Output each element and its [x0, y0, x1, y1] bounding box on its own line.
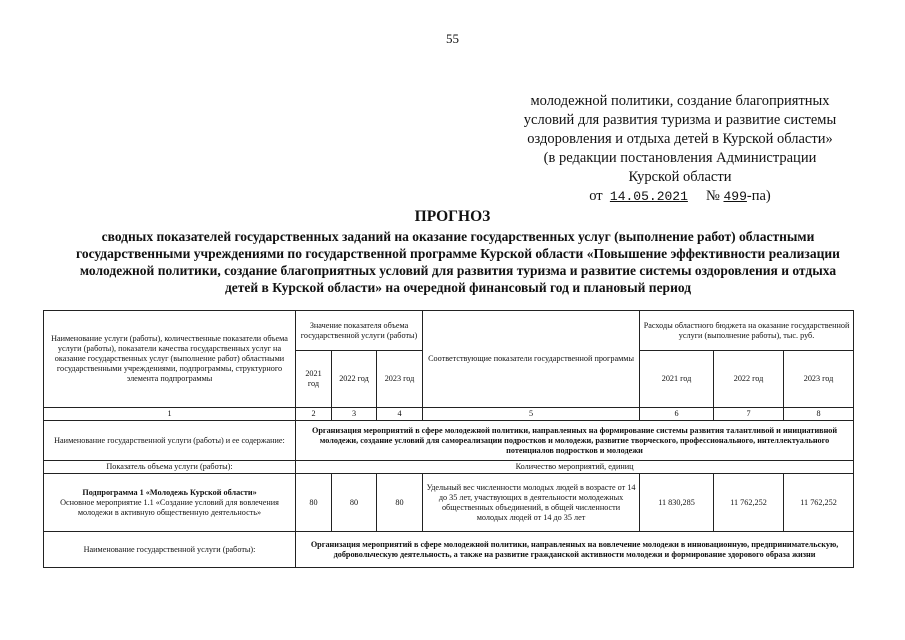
program-indicators-header: Соответствующие показатели государственной программы: [423, 311, 640, 408]
budget-header: Расходы областного бюджета на оказание государственной услуги (выполнение работы), тыс. руб.: [640, 311, 854, 351]
document-subtitle: сводных показателей государственных заданий на оказание государственных услуг (выполнение работ) областными государственными учреждениями по государственной программе Курской области «Повышение эффективности реализации молодежной политики, создание благоприятных условий для развития туризма и развитие системы оздоровления и отдыха детей в Курской области» на очередной финансовый год и плановый период: [76, 229, 840, 295]
date-prefix: от: [589, 188, 603, 204]
service2-name-text: Организация мероприятий в сфере молодежной политики, направленных на вовлечение молодежи в инновационную, предпринимательскую, добровольческую деятельность, а также на развитие гражданской активности молодежи и формирование здорового образа жизни: [296, 532, 854, 568]
value-2022: 80: [332, 474, 377, 532]
budget-year-header: 2022 год: [714, 351, 784, 408]
service-name-text: Организация мероприятий в сфере молодежной политики, направленных на формирование системы развития талантливой и инициативной молодежи, создание условий для самореализации подростков и молодежи, развитие творческого, профессионального, интеллектуального потенциалов подростков и молодежи: [296, 421, 854, 461]
header-line: Курской области: [628, 169, 732, 185]
column-number: 2: [296, 408, 332, 421]
column-number: 5: [423, 408, 640, 421]
column-number: 4: [377, 408, 423, 421]
document-title: ПРОГНОЗ: [414, 208, 491, 225]
budget-year-header: 2021 год: [640, 351, 714, 408]
header-date-line: [480, 187, 880, 206]
volume-indicator-label: Показатель объема услуги (работы):: [44, 461, 296, 474]
budget-2023: 11 762,252: [784, 474, 854, 532]
page-number: 55: [446, 31, 459, 46]
resolution-number: 499: [723, 189, 747, 204]
header-line: оздоровления и отдыха детей в Курской области»: [527, 131, 833, 147]
document-header: [480, 92, 880, 206]
year-header: 2022 год: [332, 351, 377, 408]
year-header: 2021 год: [296, 351, 332, 408]
budget-2022: 11 762,252: [714, 474, 784, 532]
volume-header: Значение показателя объема государственной услуги (работы): [296, 311, 423, 351]
subprogram-cell: [44, 474, 296, 532]
number-prefix: №: [706, 188, 720, 204]
column-number: 1: [44, 408, 296, 421]
header-line: условий для развития туризма и развитие системы: [523, 112, 837, 128]
column-number: 8: [784, 408, 854, 421]
budget-year-header: 2023 год: [784, 351, 854, 408]
forecast-table: [43, 310, 854, 568]
value-2021: 80: [296, 474, 332, 532]
service-name-label: Наименование государственной услуги (работы) и ее содержание:: [44, 421, 296, 461]
header-line: молодежной политики, создание благоприятных: [530, 93, 830, 109]
service2-name-label: Наименование государственной услуги (работы):: [44, 532, 296, 568]
subprogram-text: Основное мероприятие 1.1 «Создание условий для вовлечения молодежи в активную общественную деятельность»: [60, 497, 279, 517]
col1-header: Наименование услуги (работы), количественные показатели объема услуги (работы), показатели качества государственных услуг на оказание государственных услуг (выполнение работ) областными государственными учреждениями, подпрограммы, структурного элемента подпрограммы: [44, 311, 296, 408]
column-number: 7: [714, 408, 784, 421]
number-suffix: -па): [746, 188, 771, 204]
column-number: 6: [640, 408, 714, 421]
volume-indicator-text: Количество мероприятий, единиц: [296, 461, 854, 474]
resolution-date: 14.05.2021: [609, 189, 688, 204]
subprogram-title: Подпрограмма 1 «Молодежь Курской области»: [82, 487, 257, 497]
year-header: 2023 год: [377, 351, 423, 408]
column-number: 3: [332, 408, 377, 421]
header-line: (в редакции постановления Администрации: [543, 150, 817, 166]
value-2023: 80: [377, 474, 423, 532]
program-indicator: Удельный вес численности молодых людей в возрасте от 14 до 35 лет, участвующих в деятельности молодежных общественных объединений, в общей численности молодых людей от 14 до 35 лет: [423, 474, 640, 532]
budget-2021: 11 830,285: [640, 474, 714, 532]
